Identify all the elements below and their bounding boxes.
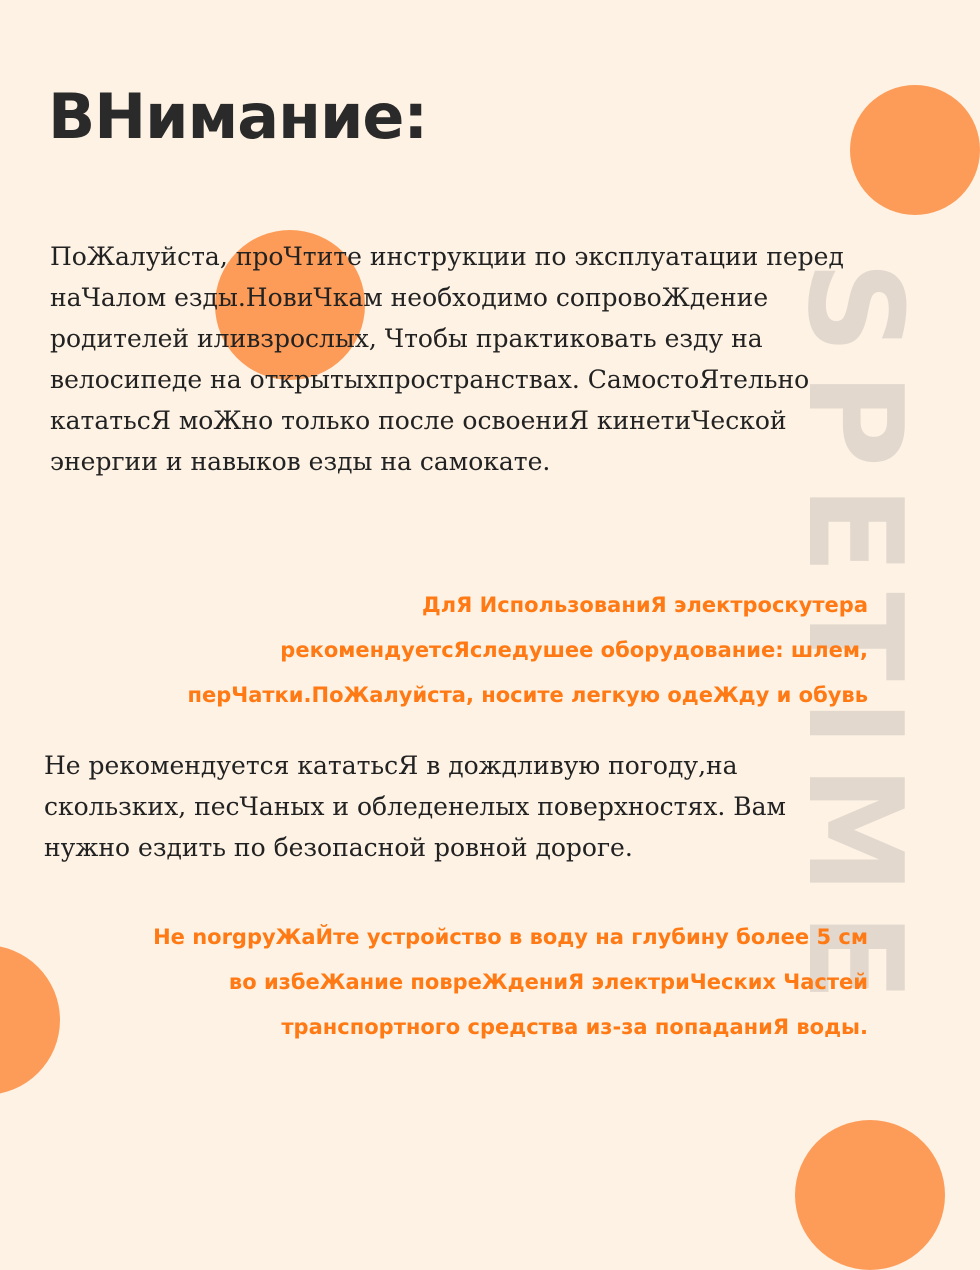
equipment-warning-line: рекомендуетсЯследушее оборудование: шлем, [280, 638, 868, 662]
water-warning-line: транспортного средства из-за попаданиЯ воды. [281, 1015, 868, 1039]
decorative-circle-top-right [850, 85, 980, 215]
water-warning [48, 915, 868, 1050]
decorative-circle-bottom-right [795, 1120, 945, 1270]
water-warning-line: Не norgруЖаЙте устройство в воду на глубину более 5 см [153, 925, 868, 949]
equipment-warning-line: перЧатки.ПоЖалуйста, носите легкую одеЖду и обувь [187, 683, 868, 707]
water-warning-line: во избеЖание повреЖдениЯ электриЧеских Частей [228, 970, 868, 994]
instruction-paragraph: ПоЖалуйста, проЧтите инструкции по эксплуатации перед наЧалом езды.НовиЧкам необходимо сопровоЖдение родителей иливзрослых, Чтобы практиковать езду на велосипеде на открытыхпространствах. СамостоЯтельно кататьсЯ моЖно только после освоениЯ кинетиЧеской энергии и навыков езды на самокате. [50, 242, 844, 476]
brand-watermark: SPETIME [779, 260, 931, 1020]
weather-paragraph: Не рекомендуется кататьсЯ в дождливую погоду,на скользких, песЧаных и обледенелых поверхностях. Вам нужно ездить по безопасной ровной дороге. [44, 751, 786, 862]
equipment-warning [48, 583, 868, 718]
equipment-warning-line: ДлЯ ИспользованиЯ электроскутера [422, 593, 868, 617]
page-title: ВНимание: [48, 80, 428, 153]
